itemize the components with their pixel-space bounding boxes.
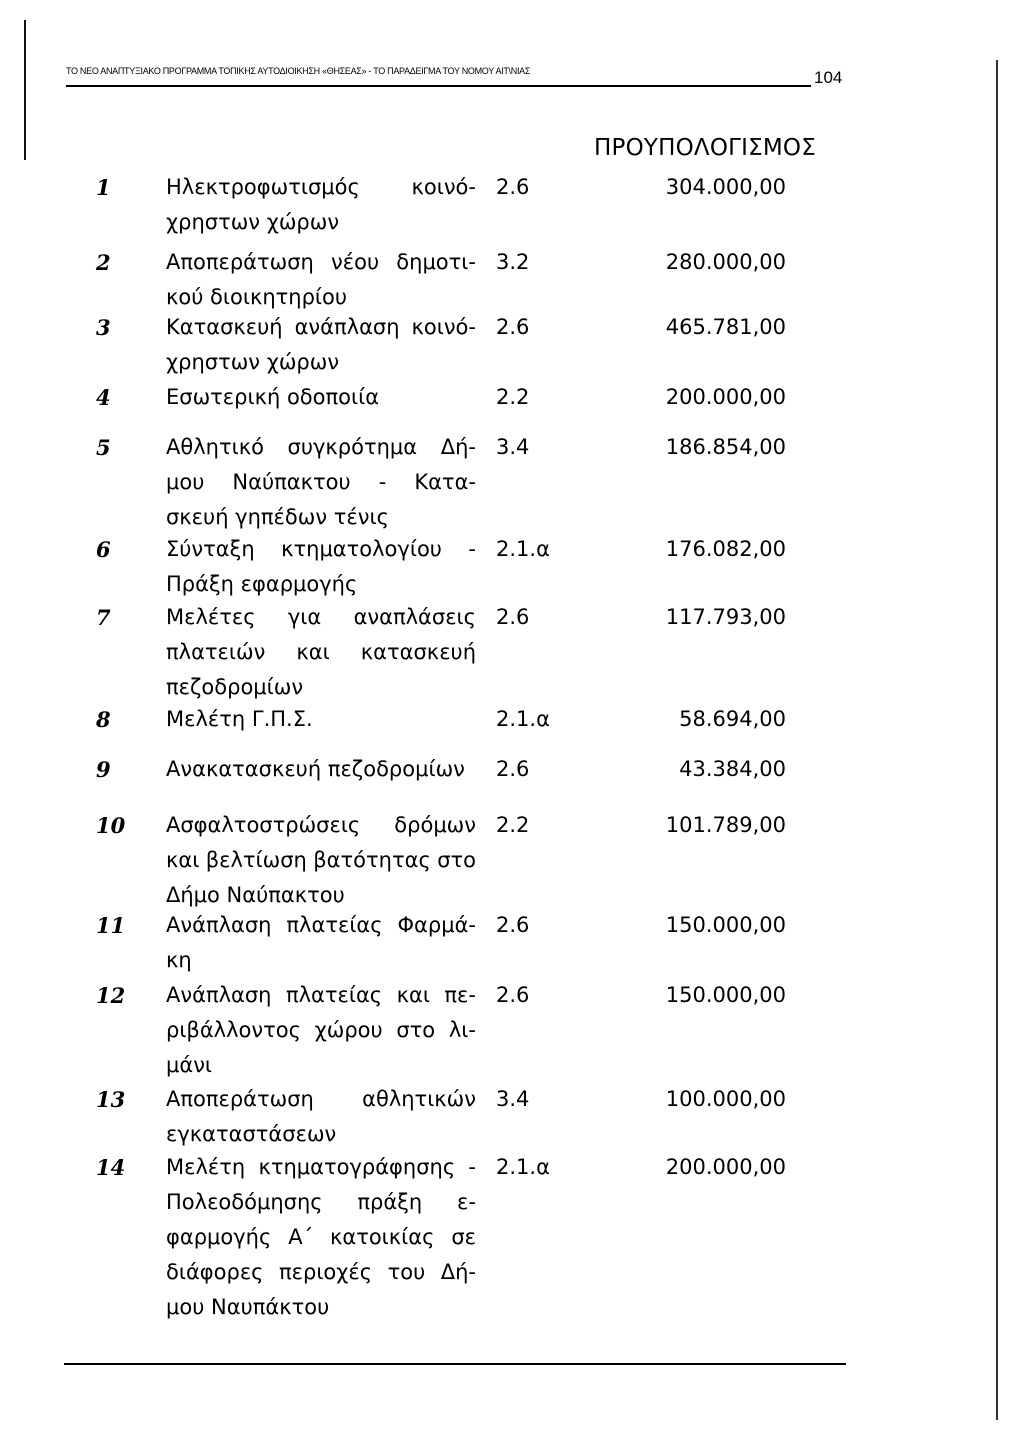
description-line: χρηστων χώρων: [166, 350, 340, 374]
description-line: [166, 978, 476, 1013]
category-code: 2.2: [496, 385, 530, 409]
word: Αποπεράτωση: [166, 1087, 314, 1111]
word: μου: [166, 470, 205, 494]
description-line: [166, 532, 476, 567]
word: κτηματογράφησης: [258, 1155, 456, 1179]
description-line: εγκαταστάσεων: [166, 1122, 337, 1146]
word: Α΄: [288, 1225, 314, 1249]
word: -: [468, 1155, 476, 1179]
budget-amount: 176.082,00: [665, 537, 786, 561]
row-number: 5: [96, 435, 111, 460]
description-line: [166, 310, 476, 345]
project-description: [166, 532, 476, 602]
row-number: 2: [96, 250, 111, 275]
description-line: κού διοικητηρίου: [166, 285, 348, 309]
description-line: μου Ναυπάκτου: [166, 1295, 330, 1319]
word: χώρου: [314, 1018, 383, 1042]
category-code: 2.6: [496, 175, 530, 199]
word: Φαρμά-: [397, 913, 476, 937]
word: πλατειών: [166, 640, 266, 664]
word: Κατασκευή: [166, 315, 283, 339]
description-line: [166, 465, 476, 500]
word: αθλητικών: [362, 1087, 476, 1111]
word: ριβάλλοντος: [166, 1018, 301, 1042]
description-line: κη: [166, 948, 192, 972]
description-line: [166, 635, 476, 670]
word: στο: [396, 1018, 436, 1042]
project-description: [166, 752, 476, 787]
word: πράξη: [357, 1190, 423, 1214]
project-description: [166, 1082, 476, 1152]
word: Αποπεράτωση: [166, 250, 314, 274]
word: Ανάπλαση: [166, 983, 272, 1007]
category-code: 2.6: [496, 757, 530, 781]
footer-rule: [64, 1363, 846, 1365]
word: κοινό-: [411, 175, 476, 199]
budget-amount: 280.000,00: [665, 250, 786, 274]
word: πλατείας: [286, 913, 383, 937]
description-line: [166, 600, 476, 635]
category-code: 2.6: [496, 605, 530, 629]
category-code: 3.4: [496, 435, 530, 459]
row-number: 10: [96, 813, 126, 838]
word: Σύνταξη: [166, 537, 255, 561]
description-line: [166, 908, 476, 943]
category-code: 2.6: [496, 983, 530, 1007]
project-description: [166, 170, 476, 240]
word: Ηλεκτροφωτισμός: [166, 175, 360, 199]
word: Κατα-: [414, 470, 476, 494]
budget-amount: 43.384,00: [679, 757, 786, 781]
project-description: [166, 908, 476, 978]
word: φαρμογής: [166, 1225, 272, 1249]
row-number: 13: [96, 1087, 126, 1112]
description-line: [166, 245, 476, 280]
word: συγκρότημα: [287, 435, 418, 459]
description-line: Μελέτη Γ.Π.Σ.: [166, 707, 313, 731]
word: δημοτι-: [396, 250, 476, 274]
header-underline: [66, 85, 811, 87]
word: ανάπλαση: [294, 315, 400, 339]
word: και: [166, 848, 200, 872]
description-line: [166, 430, 476, 465]
budget-amount: 58.694,00: [679, 707, 786, 731]
word: βατότητας: [313, 848, 431, 872]
project-description: [166, 702, 476, 737]
word: πλατείας: [285, 983, 383, 1007]
category-code: 3.2: [496, 250, 530, 274]
project-description: [166, 808, 476, 913]
description-line: [166, 1013, 476, 1048]
word: και: [396, 983, 430, 1007]
scan-edge-left: [24, 20, 26, 160]
word: πε-: [444, 983, 476, 1007]
row-number: 3: [96, 315, 111, 340]
budget-amount: 100.000,00: [665, 1087, 786, 1111]
word: κατασκευή: [360, 640, 476, 664]
word: Ανάπλαση: [166, 913, 272, 937]
word: -: [378, 470, 387, 494]
page-number: 104: [814, 68, 843, 87]
category-code: 3.4: [496, 1087, 530, 1111]
category-code: 2.1.α: [496, 537, 550, 561]
budget-amount: 465.781,00: [665, 315, 786, 339]
word: Δή-: [440, 1260, 476, 1284]
row-number: 8: [96, 707, 111, 732]
description-line: χρηστων χώρων: [166, 210, 340, 234]
word: Μελέτη: [166, 1155, 246, 1179]
word: στο: [437, 848, 476, 872]
word: Ναύπακτου: [232, 470, 351, 494]
description-line: πεζοδρομίων: [166, 675, 304, 699]
project-description: [166, 600, 476, 705]
description-line: [166, 170, 476, 205]
word: Δή-: [440, 435, 476, 459]
budget-amount: 117.793,00: [665, 605, 786, 629]
page-header: ΤΟ ΝΕΟ ΑΝΑΠΤΥΞΙΑΚΟ ΠΡΟΓΡΑΜΜΑ ΤΟΠΙΚΗΣ ΑΥΤΟΔΙΟΙΚΗΣΗ «ΘΗΣΕΑΣ» - ΤΟ ΠΑΡΑΔΕΙΓΜΑ ΤΟΥ ΝΟΜΟΥ ΑΙΤ\ΝΙΑΣ: [66, 66, 531, 76]
row-number: 14: [96, 1155, 126, 1180]
word: κτηματολογίου: [281, 537, 442, 561]
category-code: 2.1.α: [496, 707, 550, 731]
scan-edge-right: [996, 60, 998, 1420]
word: για: [287, 605, 322, 629]
description-line: [166, 1220, 476, 1255]
description-line: μάνι: [166, 1053, 213, 1077]
description-line: [166, 808, 476, 843]
category-code: 2.2: [496, 813, 530, 837]
budget-amount: 186.854,00: [665, 435, 786, 459]
row-number: 11: [96, 913, 126, 938]
project-description: [166, 978, 476, 1083]
word: δρόμων: [394, 813, 476, 837]
word: ε-: [457, 1190, 476, 1214]
row-number: 4: [96, 385, 111, 410]
category-code: 2.6: [496, 913, 530, 937]
description-line: σκευή γηπέδων τένις: [166, 505, 389, 529]
word: αναπλάσεις: [353, 605, 476, 629]
word: σε: [451, 1225, 476, 1249]
word: κατοικίας: [329, 1225, 435, 1249]
budget-column-header: ΠΡΟΥΠΟΛΟΓΙΣΜΟΣ: [594, 135, 816, 161]
description-line: Πράξη εφαρμογής: [166, 572, 358, 596]
word: διάφορες: [166, 1260, 264, 1284]
word: Μελέτες: [166, 605, 256, 629]
row-number: 6: [96, 537, 111, 562]
budget-amount: 200.000,00: [665, 1155, 786, 1179]
word: περιοχές: [279, 1260, 373, 1284]
description-line: [166, 843, 476, 878]
description-line: [166, 1082, 476, 1117]
budget-amount: 150.000,00: [665, 983, 786, 1007]
row-number: 9: [96, 757, 111, 782]
word: βελτίωση: [205, 848, 307, 872]
description-line: Εσωτερική οδοποιία: [166, 385, 380, 409]
category-code: 2.6: [496, 315, 530, 339]
row-number: 7: [96, 605, 111, 630]
budget-amount: 101.789,00: [665, 813, 786, 837]
word: λι-: [448, 1018, 476, 1042]
budget-amount: 200.000,00: [665, 385, 786, 409]
category-code: 2.1.α: [496, 1155, 550, 1179]
project-description: [166, 245, 476, 315]
word: Πολεοδόμησης: [166, 1190, 323, 1214]
description-line: Ανακατασκευή πεζοδρομίων: [166, 757, 465, 781]
description-line: [166, 1185, 476, 1220]
project-description: [166, 1150, 476, 1325]
budget-amount: 304.000,00: [665, 175, 786, 199]
word: του: [387, 1260, 426, 1284]
word: Ασφαλτοστρώσεις: [166, 813, 361, 837]
word: Αθλητικό: [166, 435, 264, 459]
row-number: 1: [96, 175, 111, 200]
description-line: Δήμο Ναύπακτου: [166, 883, 345, 907]
project-description: [166, 310, 476, 380]
word: κοινό-: [411, 315, 476, 339]
word: νέου: [331, 250, 380, 274]
word: -: [468, 537, 476, 561]
row-number: 12: [96, 983, 126, 1008]
project-description: [166, 430, 476, 535]
description-line: [166, 1255, 476, 1290]
project-description: [166, 380, 476, 415]
budget-amount: 150.000,00: [665, 913, 786, 937]
word: και: [296, 640, 330, 664]
description-line: [166, 1150, 476, 1185]
